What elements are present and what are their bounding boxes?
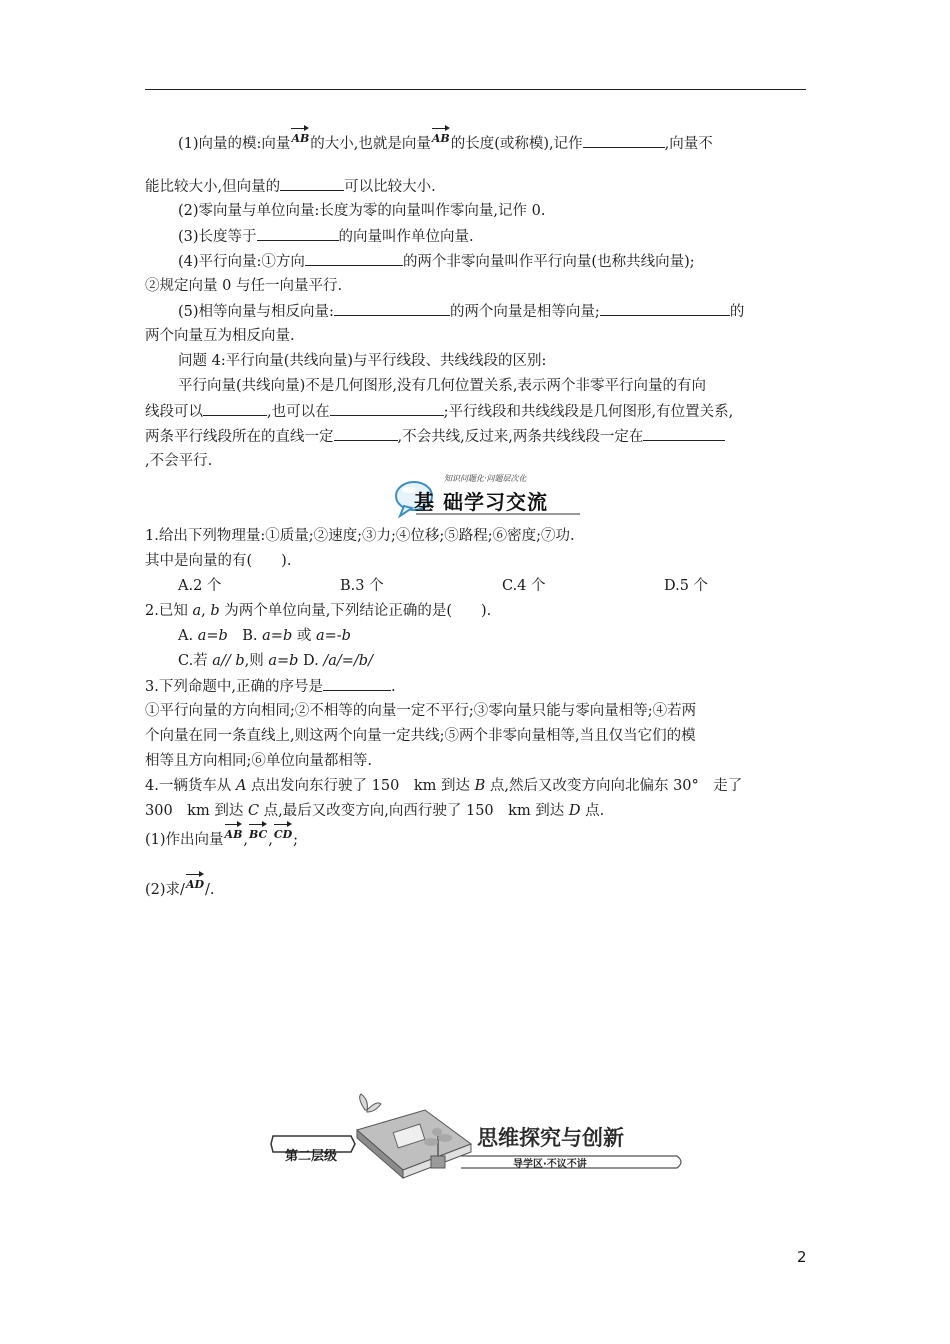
option-a: A.2 个: [178, 578, 222, 594]
math: a=b: [197, 628, 228, 644]
text-line: 问题 4:平行向量(共线向量)与平行线段、共线线段的区别:: [178, 353, 547, 369]
text: 的大小,也就是向量: [310, 136, 431, 152]
text: 3.下列命题中,正确的序号是: [145, 679, 323, 695]
text: ,: [268, 832, 273, 848]
text-line: [145, 426, 725, 447]
fill-blank[interactable]: [643, 426, 725, 441]
math: A: [235, 778, 247, 794]
text: 为两个单位向量,下列结论正确的是( ).: [219, 603, 492, 619]
math: a// b: [212, 653, 245, 669]
option-c: C.4 个: [502, 578, 546, 594]
fill-blank[interactable]: [600, 301, 730, 316]
section-banner-level-two: [265, 1092, 685, 1182]
text: 的两个向量是相等向量;: [449, 304, 600, 320]
text: ,不会共线,反过来,两条共线线段一定在: [397, 429, 644, 445]
text: D.: [298, 653, 324, 669]
text: 两条平行线段所在的直线一定: [145, 429, 334, 445]
math: a=b: [262, 628, 293, 644]
question-2-options-cd: [178, 651, 373, 671]
fill-blank[interactable]: [334, 426, 398, 441]
text-line: (2)零向量与单位向量:长度为零的向量叫作零向量,记作 0.: [178, 203, 546, 219]
math: a: [192, 603, 202, 619]
fill-blank[interactable]: [330, 401, 444, 416]
math: a=b: [268, 653, 299, 669]
text: (1)作出向量: [145, 832, 224, 848]
text: 的向量叫作单位向量.: [338, 229, 474, 245]
text-line: 个向量在同一条直线上,则这两个向量一定共线;⑤两个非零向量相等,当且仅当它们的模: [145, 728, 696, 744]
option-b: B.3 个: [340, 578, 384, 594]
text: 点,最后又改变方向,向西行驶了 150 km 到达: [259, 803, 569, 819]
banner-title: 思维探究与创新: [477, 1126, 624, 1150]
question-1-stem: 其中是向量的有( ).: [145, 553, 292, 569]
question-2-options-ab: [178, 626, 351, 646]
text: ,则: [244, 653, 269, 669]
fill-blank[interactable]: [280, 176, 344, 191]
vector-cd: CD: [273, 825, 293, 845]
text: 或: [292, 628, 316, 644]
banner-title: 基 础学习交流: [414, 490, 548, 514]
book-icon: [357, 1110, 471, 1178]
text: 点出发向东行驶了 150 km 到达: [246, 778, 475, 794]
text: .: [390, 679, 396, 695]
page-number: 2: [797, 1248, 807, 1266]
text: 线段可以: [145, 404, 203, 420]
text: 可以比较大小.: [344, 179, 436, 195]
question-4-part-2: [145, 880, 215, 901]
butterfly-icon: [360, 1094, 381, 1112]
text: (1)向量的模:向量: [178, 136, 291, 152]
text: (4)平行向量:①方向: [178, 254, 305, 270]
text-line: [145, 801, 604, 821]
text-line: 相等且方向相同;⑥单位向量都相等.: [145, 753, 372, 769]
text: 的长度(或称模),记作: [450, 136, 583, 152]
fill-blank[interactable]: [323, 676, 391, 691]
text: 的: [729, 304, 745, 320]
math: b: [210, 603, 220, 619]
text: 2.已知: [145, 603, 193, 619]
text: B.: [227, 628, 263, 644]
fill-blank[interactable]: [257, 226, 339, 241]
text-line: [178, 226, 474, 247]
question-2: [145, 601, 491, 621]
text-line: ①平行向量的方向相同;②不相等的向量一定不平行;③零向量只能与零向量相等;④若两: [145, 703, 697, 719]
math: C: [247, 803, 260, 819]
option-d: D.5 个: [664, 578, 709, 594]
banner-level: 第二层级: [285, 1149, 338, 1164]
text: 点,然后又改变方向向北偏东 30° 走了: [485, 778, 743, 794]
text: 300 km 到达: [145, 803, 248, 819]
text: A.: [178, 628, 198, 644]
text: 点.: [580, 803, 605, 819]
math: D: [568, 803, 581, 819]
text: 能比较大小,但向量的: [145, 179, 281, 195]
text-line: [178, 251, 695, 272]
section-banner-basic: [394, 472, 584, 520]
header-rule: [145, 89, 806, 90]
math: a=-b: [315, 628, 351, 644]
banner-subtitle: 导学区·不议不讲: [513, 1159, 587, 1170]
text: ,: [201, 603, 211, 619]
fill-blank[interactable]: [334, 301, 450, 316]
text-line: [178, 133, 713, 155]
text: 4.一辆货车从: [145, 778, 236, 794]
text-line: ,不会平行.: [145, 453, 213, 469]
math: B: [474, 778, 486, 794]
vector-ab: AB: [290, 129, 310, 149]
vector-ab: AB: [431, 129, 451, 149]
banner-subtitle: 知识问题化·问题层次化: [444, 474, 527, 483]
text-line: [145, 176, 436, 197]
vector-ad: AD: [185, 875, 205, 895]
fill-blank[interactable]: [203, 401, 267, 416]
question-3: [145, 676, 396, 697]
text: (5)相等向量与相反向量:: [178, 304, 334, 320]
text-line: 平行向量(共线向量)不是几何图形,没有几何位置关系,表示两个非零平行向量的有向: [178, 378, 707, 394]
question-4: [145, 776, 742, 796]
text: ,向量不: [664, 136, 713, 152]
text-line: [178, 301, 744, 322]
text: ;平行线段和共线线段是几何图形,有位置关系,: [443, 404, 734, 420]
text-line: 两个向量互为相反向量.: [145, 328, 295, 344]
fill-blank[interactable]: [583, 133, 665, 148]
vector-bc: BC: [248, 825, 268, 845]
math: /a/=/b/: [323, 653, 373, 669]
text: ;: [293, 832, 299, 848]
text-line: [145, 401, 733, 422]
text: /.: [205, 882, 215, 898]
question-1: 1.给出下列物理量:①质量;②速度;③力;④位移;⑤路程;⑥密度;⑦功.: [145, 528, 575, 544]
text: 的两个非零向量叫作平行向量(也称共线向量);: [402, 254, 695, 270]
text: ,: [243, 832, 248, 848]
text-line: ②规定向量 0 与任一向量平行.: [145, 278, 343, 294]
text: C.若: [178, 653, 213, 669]
text: ,也可以在: [267, 404, 330, 420]
vector-ab: AB: [224, 825, 244, 845]
question-4-part-1: [145, 830, 298, 851]
text: (2)求/: [145, 882, 185, 898]
text: (3)长度等于: [178, 229, 257, 245]
fill-blank[interactable]: [305, 251, 403, 266]
